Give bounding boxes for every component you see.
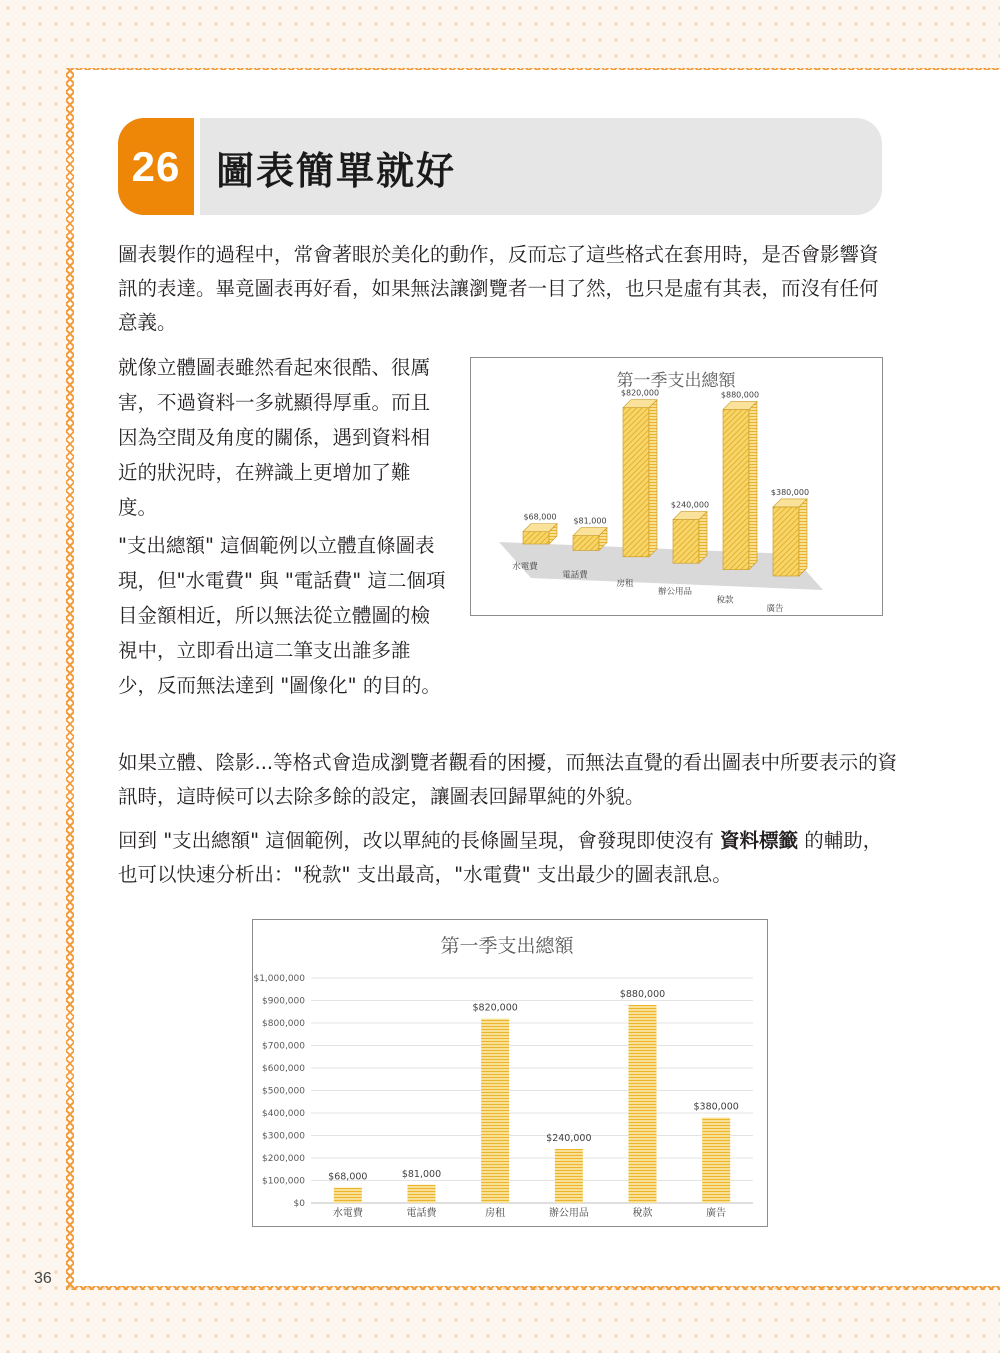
chart-2d-ytick-label: $300,000 [262,1131,305,1142]
chart-3d-title: 第一季支出總額 [616,371,736,391]
chart-2d-category-label: 房租 [485,1208,506,1219]
chart-3d-bar [573,528,607,551]
chart-2d-bar [334,1188,362,1203]
paragraph-conclusion-part2: 的輔助，也可以快速分析出："稅款" 支出最高，"水電費" 支出最少的圖表訊息。 [118,829,883,886]
chart-3d-category-label: 廣告 [766,604,784,614]
chart-2d-ytick-label: $600,000 [262,1064,305,1074]
chart-3d-column [470,357,883,616]
chart-2d-bar [629,1005,657,1203]
chart-3d-category-label: 房租 [616,578,634,589]
paragraph-conclusion [118,824,898,892]
chart-3d-bar [673,512,707,564]
chart-3d-bar [773,499,807,576]
chart-3d-category-label: 稅款 [716,595,734,606]
chart-2d-bar [408,1185,436,1203]
section-title: 圖表簡單就好 [216,149,457,193]
chart-2d-data-label: $820,000 [472,1002,518,1014]
chart-2d-category-label: 辦公用品 [548,1208,589,1219]
section-number: 26 [118,118,194,215]
chart-2d-data-label: $380,000 [693,1101,739,1113]
chart-2d-data-label: $240,000 [546,1133,592,1144]
chart-2d-bar [555,1149,583,1203]
chart-2d-category-label: 水電費 [332,1208,363,1219]
chart-3d-bar [723,402,757,570]
chart-2d-ytick-label: $1,000,000 [253,974,305,984]
chart-3d-data-label: $240,000 [670,500,710,510]
chart-3d-data-label: $68,000 [523,512,557,522]
chart-2d-ytick-label: $700,000 [262,1041,305,1052]
chart-2d-ytick-label: $100,000 [262,1176,305,1187]
paragraph-conclusion-part1: 回到 "支出總額" 這個範例，改以單純的長條圖呈現，會發現即使沒有 [118,829,721,852]
chart-3d-data-label: $880,000 [720,390,760,400]
chart-2d-ytick-label: $400,000 [262,1109,305,1119]
paragraph-simplify: 如果立體、陰影...等格式會造成瀏覽者觀看的困擾，而無法直覺的看出圖表中所要表示的資訊時，這時候可以去除多餘的設定，讓圖表回歸單純的外貌。 [118,751,898,808]
chart-2d-bar [702,1118,730,1204]
chart-2d-category-label: 廣告 [706,1208,727,1219]
chart-2d-svg [253,920,767,1226]
chart-2d-column [252,919,768,1227]
data-label-term: 資料標籤 [720,829,799,852]
chart-2d-ytick-label: $0 [293,1199,305,1209]
chart-3d-data-label: $81,000 [573,516,607,526]
chart-3d-svg [471,358,882,615]
page-number: 36 [34,1270,52,1287]
chart-2d-ytick-label: $900,000 [262,996,305,1007]
chart-2d-ytick-label: $800,000 [262,1019,305,1029]
chart-2d-ytick-label: $200,000 [262,1154,305,1164]
chart-2d-data-label: $68,000 [328,1171,368,1183]
chart-2d-category-label: 稅款 [632,1208,653,1219]
chart-2d-ytick-label: $500,000 [262,1086,305,1097]
chart-3d-category-label: 水電費 [512,562,538,572]
chart-2d-title: 第一季支出總額 [440,935,574,957]
chart-2d-bar [481,1019,509,1204]
paragraph-example: "支出總額" 這個範例以立體直條圖表現，但"水電費" 與 "電話費" 這二個項目金額相近，所以無法從立體圖的檢視中，立即看出這二筆支出誰多誰少，反而無法達到 "圖像化" 的目的。 [118,534,446,697]
chart-2d-category-label: 電話費 [406,1208,437,1219]
chart-2d-data-label: $880,000 [619,989,666,1000]
chart-3d-category-label: 辦公用品 [657,587,693,598]
chart-3d-bar [623,400,657,557]
chart-3d-category-label: 電話費 [562,570,588,581]
chart-3d-bar [523,524,557,544]
page-border-left [66,68,74,1290]
chart-3d-data-label: $380,000 [770,487,810,497]
chart-3d-data-label: $820,000 [620,388,660,398]
section-header-divider [194,118,200,215]
chart-2d-data-label: $81,000 [401,1168,442,1180]
paragraph-intro: 圖表製作的過程中，常會著眼於美化的動作，反而忘了這些格式在套用時，是否會影響資訊的表達。畢竟圖表再好看，如果無法讓瀏覽者一目了然，也只是虛有其表，而沒有任何意義。 [118,243,879,334]
paragraph-3d-drawback: 就像立體圖表雖然看起來很酷、很厲害，不過資料一多就顯得厚重。而且因為空間及角度的關係，遇到資料相近的狀況時，在辨識上更增加了難度。 [118,356,431,519]
section-header [118,118,882,215]
